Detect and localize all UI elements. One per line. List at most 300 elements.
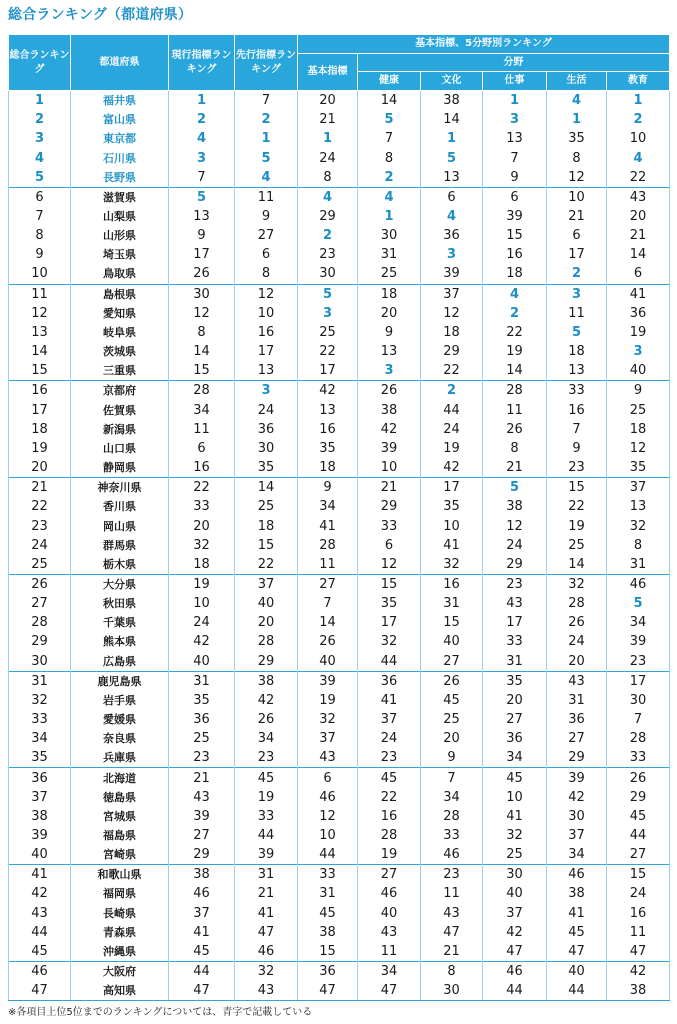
education-rank: 32 [607,516,670,535]
table-row [9,401,670,420]
work-rank: 26 [483,420,547,439]
basic-rank: 22 [298,342,358,361]
table-row [9,516,670,535]
overall-rank: 13 [9,323,71,342]
current-rank: 40 [169,652,235,672]
prefecture-name: 島根県 [71,284,169,304]
overall-rank: 21 [9,478,71,498]
table-row [9,865,670,885]
health-rank: 13 [358,342,421,361]
work-rank: 27 [483,710,547,729]
health-rank: 39 [358,439,421,458]
current-rank: 45 [169,942,235,962]
overall-rank: 7 [9,207,71,226]
education-rank: 9 [607,381,670,401]
education-rank: 18 [607,420,670,439]
table-row [9,613,670,632]
culture-rank: 40 [421,632,483,651]
work-rank: 17 [483,613,547,632]
education-rank: 40 [607,361,670,381]
education-rank: 4 [607,148,670,167]
header-field-life: 生活 [547,72,607,91]
prefecture-name: 三重県 [71,361,169,381]
current-rank: 35 [169,691,235,710]
culture-rank: 29 [421,342,483,361]
current-rank: 30 [169,284,235,304]
current-rank: 29 [169,845,235,865]
basic-rank: 41 [298,516,358,535]
leading-rank: 41 [235,904,298,923]
culture-rank: 26 [421,671,483,691]
work-rank: 2 [483,304,547,323]
overall-rank: 36 [9,768,71,788]
header-field-health: 健康 [358,72,421,91]
prefecture-name: 徳島県 [71,788,169,807]
education-rank: 22 [607,168,670,188]
education-rank: 47 [607,942,670,962]
life-rank: 20 [547,652,607,672]
work-rank: 4 [483,284,547,304]
prefecture-name: 栃木県 [71,555,169,575]
education-rank: 6 [607,264,670,284]
life-rank: 11 [547,304,607,323]
header-field-culture: 文化 [421,72,483,91]
health-rank: 12 [358,555,421,575]
overall-rank: 39 [9,826,71,845]
prefecture-name: 宮崎県 [71,845,169,865]
culture-rank: 41 [421,536,483,555]
leading-rank: 43 [235,981,298,1001]
health-rank: 37 [358,710,421,729]
overall-rank: 47 [9,981,71,1001]
table-row [9,207,670,226]
health-rank: 2 [358,168,421,188]
basic-rank: 12 [298,807,358,826]
education-rank: 41 [607,284,670,304]
overall-rank: 14 [9,342,71,361]
table-row [9,91,670,111]
current-rank: 46 [169,884,235,903]
work-rank: 14 [483,361,547,381]
overall-rank: 43 [9,904,71,923]
table-row [9,574,670,594]
culture-rank: 25 [421,710,483,729]
education-rank: 2 [607,110,670,129]
culture-rank: 39 [421,264,483,284]
culture-rank: 8 [421,962,483,982]
culture-rank: 6 [421,187,483,207]
current-rank: 7 [169,168,235,188]
table-row [9,594,670,613]
life-rank: 5 [547,323,607,342]
basic-rank: 25 [298,323,358,342]
overall-rank: 46 [9,962,71,982]
basic-rank: 31 [298,884,358,903]
basic-rank: 27 [298,574,358,594]
prefecture-name: 長崎県 [71,904,169,923]
basic-rank: 13 [298,401,358,420]
education-rank: 42 [607,962,670,982]
culture-rank: 9 [421,748,483,768]
prefecture-name: 佐賀県 [71,401,169,420]
health-rank: 44 [358,652,421,672]
leading-rank: 45 [235,768,298,788]
life-rank: 1 [547,110,607,129]
prefecture-name: 高知県 [71,981,169,1001]
current-rank: 25 [169,729,235,748]
life-rank: 15 [547,478,607,498]
work-rank: 10 [483,788,547,807]
prefecture-name: 秋田県 [71,594,169,613]
culture-rank: 10 [421,516,483,535]
culture-rank: 7 [421,768,483,788]
work-rank: 28 [483,381,547,401]
education-rank: 11 [607,923,670,942]
education-rank: 14 [607,245,670,264]
culture-rank: 32 [421,555,483,575]
basic-rank: 47 [298,981,358,1001]
overall-rank: 27 [9,594,71,613]
work-rank: 24 [483,536,547,555]
education-rank: 13 [607,497,670,516]
life-rank: 47 [547,942,607,962]
health-rank: 5 [358,110,421,129]
culture-rank: 23 [421,865,483,885]
footnote: ※各項目上位5位までのランキングについては、青字で記載している [8,1007,313,1018]
current-rank: 24 [169,613,235,632]
overall-rank: 30 [9,652,71,672]
table-row [9,962,670,982]
work-rank: 5 [483,478,547,498]
header-field-work: 仕事 [483,72,547,91]
life-rank: 19 [547,516,607,535]
table-row [9,923,670,942]
work-rank: 34 [483,748,547,768]
education-rank: 12 [607,439,670,458]
education-rank: 16 [607,904,670,923]
life-rank: 33 [547,381,607,401]
table-row [9,845,670,865]
table-row [9,478,670,498]
work-rank: 16 [483,245,547,264]
overall-rank: 5 [9,168,71,188]
current-rank: 3 [169,148,235,167]
life-rank: 43 [547,671,607,691]
health-rank: 11 [358,942,421,962]
health-rank: 33 [358,516,421,535]
basic-rank: 42 [298,381,358,401]
basic-rank: 18 [298,458,358,478]
current-rank: 28 [169,381,235,401]
health-rank: 36 [358,671,421,691]
table-row [9,342,670,361]
overall-rank: 20 [9,458,71,478]
table-row [9,439,670,458]
life-rank: 30 [547,807,607,826]
overall-rank: 24 [9,536,71,555]
leading-rank: 29 [235,652,298,672]
culture-rank: 28 [421,807,483,826]
basic-rank: 4 [298,187,358,207]
culture-rank: 12 [421,304,483,323]
health-rank: 18 [358,284,421,304]
prefecture-name: 静岡県 [71,458,169,478]
culture-rank: 1 [421,129,483,148]
leading-rank: 10 [235,304,298,323]
header-current-indicator: 現行指標ランキング [169,35,235,91]
prefecture-name: 鳥取県 [71,264,169,284]
life-rank: 6 [547,226,607,245]
education-rank: 15 [607,865,670,885]
health-rank: 28 [358,826,421,845]
life-rank: 39 [547,768,607,788]
basic-rank: 35 [298,439,358,458]
current-rank: 12 [169,304,235,323]
health-rank: 21 [358,478,421,498]
basic-rank: 20 [298,91,358,111]
leading-rank: 5 [235,148,298,167]
health-rank: 30 [358,226,421,245]
work-rank: 23 [483,574,547,594]
life-rank: 21 [547,207,607,226]
life-rank: 12 [547,168,607,188]
prefecture-name: 香川県 [71,497,169,516]
leading-rank: 25 [235,497,298,516]
culture-rank: 20 [421,729,483,748]
leading-rank: 21 [235,884,298,903]
table-row [9,129,670,148]
table-header [9,35,670,91]
life-rank: 31 [547,691,607,710]
current-rank: 18 [169,555,235,575]
table-row [9,284,670,304]
table-row [9,187,670,207]
current-rank: 8 [169,323,235,342]
life-rank: 8 [547,148,607,167]
overall-rank: 8 [9,226,71,245]
current-rank: 26 [169,264,235,284]
education-rank: 21 [607,226,670,245]
education-rank: 8 [607,536,670,555]
life-rank: 2 [547,264,607,284]
culture-rank: 27 [421,652,483,672]
table-row [9,807,670,826]
life-rank: 29 [547,748,607,768]
overall-rank: 3 [9,129,71,148]
table-row [9,168,670,188]
culture-rank: 14 [421,110,483,129]
current-rank: 22 [169,478,235,498]
culture-rank: 22 [421,361,483,381]
overall-rank: 37 [9,788,71,807]
header-group-title: 基本指標、5分野別ランキング [298,35,670,54]
education-rank: 17 [607,671,670,691]
leading-rank: 38 [235,671,298,691]
current-rank: 43 [169,788,235,807]
basic-rank: 45 [298,904,358,923]
education-rank: 23 [607,652,670,672]
health-rank: 23 [358,748,421,768]
work-rank: 12 [483,516,547,535]
culture-rank: 47 [421,923,483,942]
current-rank: 15 [169,361,235,381]
overall-rank: 17 [9,401,71,420]
culture-rank: 44 [421,401,483,420]
life-rank: 23 [547,458,607,478]
culture-rank: 19 [421,439,483,458]
health-rank: 22 [358,788,421,807]
health-rank: 6 [358,536,421,555]
prefecture-name: 奈良県 [71,729,169,748]
overall-rank: 34 [9,729,71,748]
leading-rank: 1 [235,129,298,148]
education-rank: 3 [607,342,670,361]
work-rank: 22 [483,323,547,342]
health-rank: 25 [358,264,421,284]
current-rank: 17 [169,245,235,264]
overall-rank: 23 [9,516,71,535]
basic-rank: 2 [298,226,358,245]
leading-rank: 13 [235,361,298,381]
current-rank: 32 [169,536,235,555]
header-overall-rank: 総合ランキング [9,35,71,91]
work-rank: 20 [483,691,547,710]
health-rank: 20 [358,304,421,323]
prefecture-name: 石川県 [71,148,169,167]
current-rank: 38 [169,865,235,885]
education-rank: 5 [607,594,670,613]
leading-rank: 37 [235,574,298,594]
overall-rank: 38 [9,807,71,826]
header-leading-indicator: 先行指標ランキング [235,35,298,91]
work-rank: 36 [483,729,547,748]
work-rank: 19 [483,342,547,361]
basic-rank: 6 [298,768,358,788]
table-row [9,826,670,845]
education-rank: 7 [607,710,670,729]
work-rank: 15 [483,226,547,245]
prefecture-name: 埼玉県 [71,245,169,264]
basic-rank: 36 [298,962,358,982]
current-rank: 41 [169,923,235,942]
life-rank: 22 [547,497,607,516]
health-rank: 10 [358,458,421,478]
prefecture-name: 山梨県 [71,207,169,226]
header-prefecture: 都道府県 [71,35,169,91]
education-rank: 30 [607,691,670,710]
overall-rank: 6 [9,187,71,207]
education-rank: 24 [607,884,670,903]
basic-rank: 10 [298,826,358,845]
leading-rank: 2 [235,110,298,129]
prefecture-name: 福岡県 [71,884,169,903]
leading-rank: 23 [235,748,298,768]
education-rank: 27 [607,845,670,865]
culture-rank: 24 [421,420,483,439]
current-rank: 21 [169,768,235,788]
basic-rank: 11 [298,555,358,575]
life-rank: 10 [547,187,607,207]
prefecture-name: 東京都 [71,129,169,148]
life-rank: 36 [547,710,607,729]
basic-rank: 30 [298,264,358,284]
table-row [9,555,670,575]
prefecture-name: 愛媛県 [71,710,169,729]
work-rank: 39 [483,207,547,226]
health-rank: 35 [358,594,421,613]
culture-rank: 3 [421,245,483,264]
overall-rank: 19 [9,439,71,458]
health-rank: 9 [358,323,421,342]
work-rank: 6 [483,187,547,207]
overall-rank: 16 [9,381,71,401]
education-rank: 20 [607,207,670,226]
prefecture-name: 福島県 [71,826,169,845]
culture-rank: 45 [421,691,483,710]
current-rank: 11 [169,420,235,439]
table-row [9,632,670,651]
basic-rank: 37 [298,729,358,748]
prefecture-name: 青森県 [71,923,169,942]
life-rank: 45 [547,923,607,942]
prefecture-name: 岐阜県 [71,323,169,342]
table-row [9,226,670,245]
current-rank: 37 [169,904,235,923]
prefecture-name: 福井県 [71,91,169,111]
basic-rank: 23 [298,245,358,264]
culture-rank: 15 [421,613,483,632]
education-rank: 19 [607,323,670,342]
prefecture-name: 大分県 [71,574,169,594]
current-rank: 4 [169,129,235,148]
table-row [9,497,670,516]
page-title: 総合ランキング（都道府県） [8,7,193,23]
current-rank: 23 [169,748,235,768]
education-rank: 46 [607,574,670,594]
header-field-education: 教育 [607,72,670,91]
table-row [9,768,670,788]
life-rank: 9 [547,439,607,458]
education-rank: 28 [607,729,670,748]
prefecture-name: 兵庫県 [71,748,169,768]
leading-rank: 15 [235,536,298,555]
health-rank: 17 [358,613,421,632]
leading-rank: 47 [235,923,298,942]
current-rank: 14 [169,342,235,361]
table-row [9,884,670,903]
health-rank: 27 [358,865,421,885]
life-rank: 18 [547,342,607,361]
prefecture-name: 長野県 [71,168,169,188]
table-row [9,942,670,962]
basic-rank: 9 [298,478,358,498]
work-rank: 35 [483,671,547,691]
overall-rank: 32 [9,691,71,710]
health-rank: 8 [358,148,421,167]
prefecture-name: 京都府 [71,381,169,401]
leading-rank: 24 [235,401,298,420]
work-rank: 9 [483,168,547,188]
current-rank: 39 [169,807,235,826]
culture-rank: 2 [421,381,483,401]
prefecture-name: 千葉県 [71,613,169,632]
leading-rank: 20 [235,613,298,632]
overall-rank: 12 [9,304,71,323]
leading-rank: 36 [235,420,298,439]
education-rank: 36 [607,304,670,323]
health-rank: 15 [358,574,421,594]
basic-rank: 21 [298,110,358,129]
